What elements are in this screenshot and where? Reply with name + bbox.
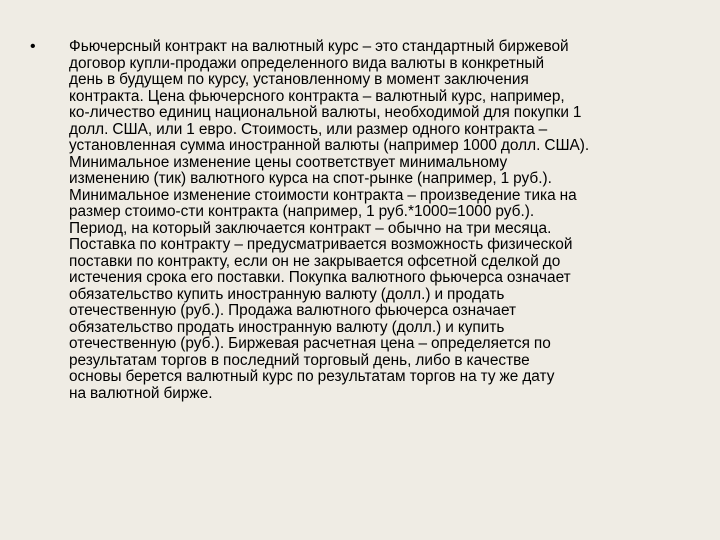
bullet-icon: •	[30, 38, 36, 55]
bullet-text: Фьючерсный контракт на валютный курс – это стандартный биржевой договор купли-продажи определенного вида валюты в конкретный день в будущем по курсу, установленному в момент заключения контракта. Цена фьючерсного контракта – валютный курс, например, ко-личество единиц национальной валюты, необходимой для покупки 1 долл. США, или 1 евро. Стоимость, или размер одного контракта – установленная сумма иностранной валюты (например 1000 долл. США). Минимальное изменение цены соответствует минимальному изменению (тик) валютного курса на спот-рынке (например, 1 руб.). Минимальное изменение стоимости контракта – произведение тика на размер стоимо-сти контракта (например, 1 руб.*1000=1000 руб.). Период, на который заключается контракт – обычно на три месяца. Поставка по контракту – предусматривается возможность физической поставки по контракту, если он не закрывается офсетной сделкой до истечения срока его поставки. Покупка валютного фьючерса означает обязательство купить иностранную валюту (долл.) и продать отечественную (руб.). Продажа валютного фьючерса означает обязательство продать иностранную валюту (долл.) и купить отечественную (руб.). Биржевая расчетная цена – определяется по результатам торгов в последний торговый день, либо в качестве основы берется валютный курс по результатам торгов на ту же дату на валютной бирже.	[69, 38, 590, 402]
bullet-item	[30, 39, 690, 402]
